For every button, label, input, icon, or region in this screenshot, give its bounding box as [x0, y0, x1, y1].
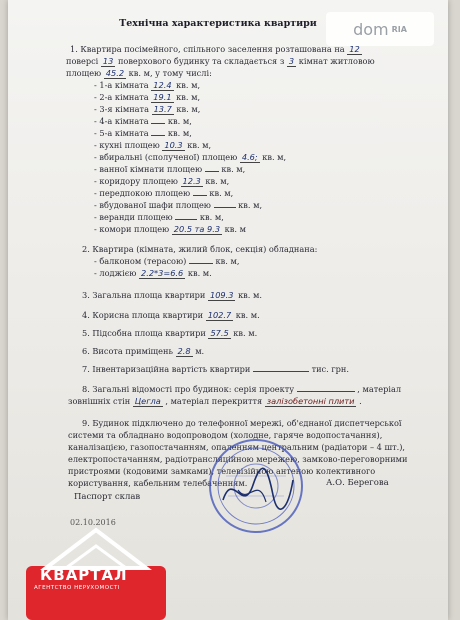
item1-line2: поверсі 13 поверхового будинку та складається з 3 кімнат житловою: [66, 56, 375, 66]
passport-label: Паспорт склав: [74, 492, 141, 502]
item9-line: користування, кабельним телебаченням.: [68, 478, 248, 488]
item3-total-area: 3. Загальна площа квартири 109.3 кв. м.: [82, 290, 262, 300]
item1-line1: 1. Квартира посімейного, спільного заселення розташована на 12: [70, 44, 360, 54]
signer-name: А.О. Берегова: [326, 478, 389, 488]
room-row: - 2-а кімната 19.1 кв. м,: [94, 92, 201, 102]
item6-height: 6. Висота приміщень 2.8 м.: [82, 346, 205, 356]
total-floors-value: 13: [102, 56, 114, 66]
extra-row: - комори площею 20.5 та 9.3 кв. м: [94, 224, 246, 234]
item7-inventory-value: 7. Інвентаризаційна вартість квартири тис. грн.: [82, 364, 349, 374]
item9-line: каналізацією, газопостачанням, опаленням центральним (радіатори – 4 шт.),: [68, 442, 405, 452]
extra-row: - веранди площею кв. м,: [94, 212, 224, 222]
item2-header: 2. Квартира (кімната, жилий блок, секція) обладнана:: [82, 244, 318, 254]
extra-row: - передпокою площею кв. м,: [94, 188, 234, 198]
extra-row: - вбудованої шафи площею кв. м,: [94, 200, 263, 210]
floor-value: 12: [349, 44, 360, 54]
room-row: - 3-я кімната 13.7 кв. м,: [94, 104, 201, 114]
extra-row: - кухні площею 10.3 кв. м,: [94, 140, 212, 150]
signature-scribble: [218, 460, 298, 520]
room-row: - 5-а кімната кв. м,: [94, 128, 192, 138]
watermark-ria: RIA: [391, 24, 407, 34]
extra-row: - ванної кімнати площею кв. м,: [94, 164, 246, 174]
item9-line: електропостачанням, радіотрансляційною мережею, замково-переговорними: [68, 454, 408, 464]
loggia-row: - лоджією 2.2*3=6.6 кв. м.: [94, 268, 212, 278]
room-row: - 1-а кімната 12.4 кв. м,: [94, 80, 201, 90]
room-row: - 4-а кімната кв. м,: [94, 116, 192, 126]
watermark-dom: dom: [353, 19, 389, 39]
living-area-value: 45.2: [105, 68, 125, 78]
item9-line: 9. Будинок підключено до телефонної мережі, об'єднаної диспетчерської: [82, 418, 402, 428]
item8-line1: 8. Загальні відомості про будинок: серія проекту , матеріал: [82, 384, 402, 394]
item9-line: системи та обладнано водопроводом (холодне, гаряче водопостачання),: [68, 430, 383, 440]
item4-useful-area: 4. Корисна площа квартири 102.7 кв. м.: [82, 310, 260, 320]
kvartal-logo: [26, 508, 166, 620]
logo-name: КВАРТАЛ: [40, 566, 128, 584]
item5-auxiliary-area: 5. Підсобна площа квартири 57.5 кв. м.: [82, 328, 258, 338]
document-title: Технічна характеристика квартири: [119, 18, 317, 29]
document-date: 02.10.2016: [70, 518, 116, 527]
extra-row: - вбиральні (сполученої) площею 4.6; кв. м,: [94, 152, 287, 162]
item1-line3: площею 45.2 кв. м, у тому числі:: [66, 68, 212, 78]
item9-line: пристроями (кодовими замками), телевізійною антеною колективного: [68, 466, 376, 476]
item8-line2: зовнішніх стін Цегла , матеріал перекриття залізобетонні плити .: [68, 396, 362, 406]
domria-watermark: [326, 12, 434, 46]
rooms-count-value: 3: [288, 56, 295, 66]
logo-subtitle: АГЕНТСТВО НЕРУХОМОСТІ: [34, 585, 120, 591]
balcony-row: - балконом (терасою) кв. м,: [94, 256, 240, 266]
extra-row: - коридору площею 12.3 кв. м,: [94, 176, 230, 186]
